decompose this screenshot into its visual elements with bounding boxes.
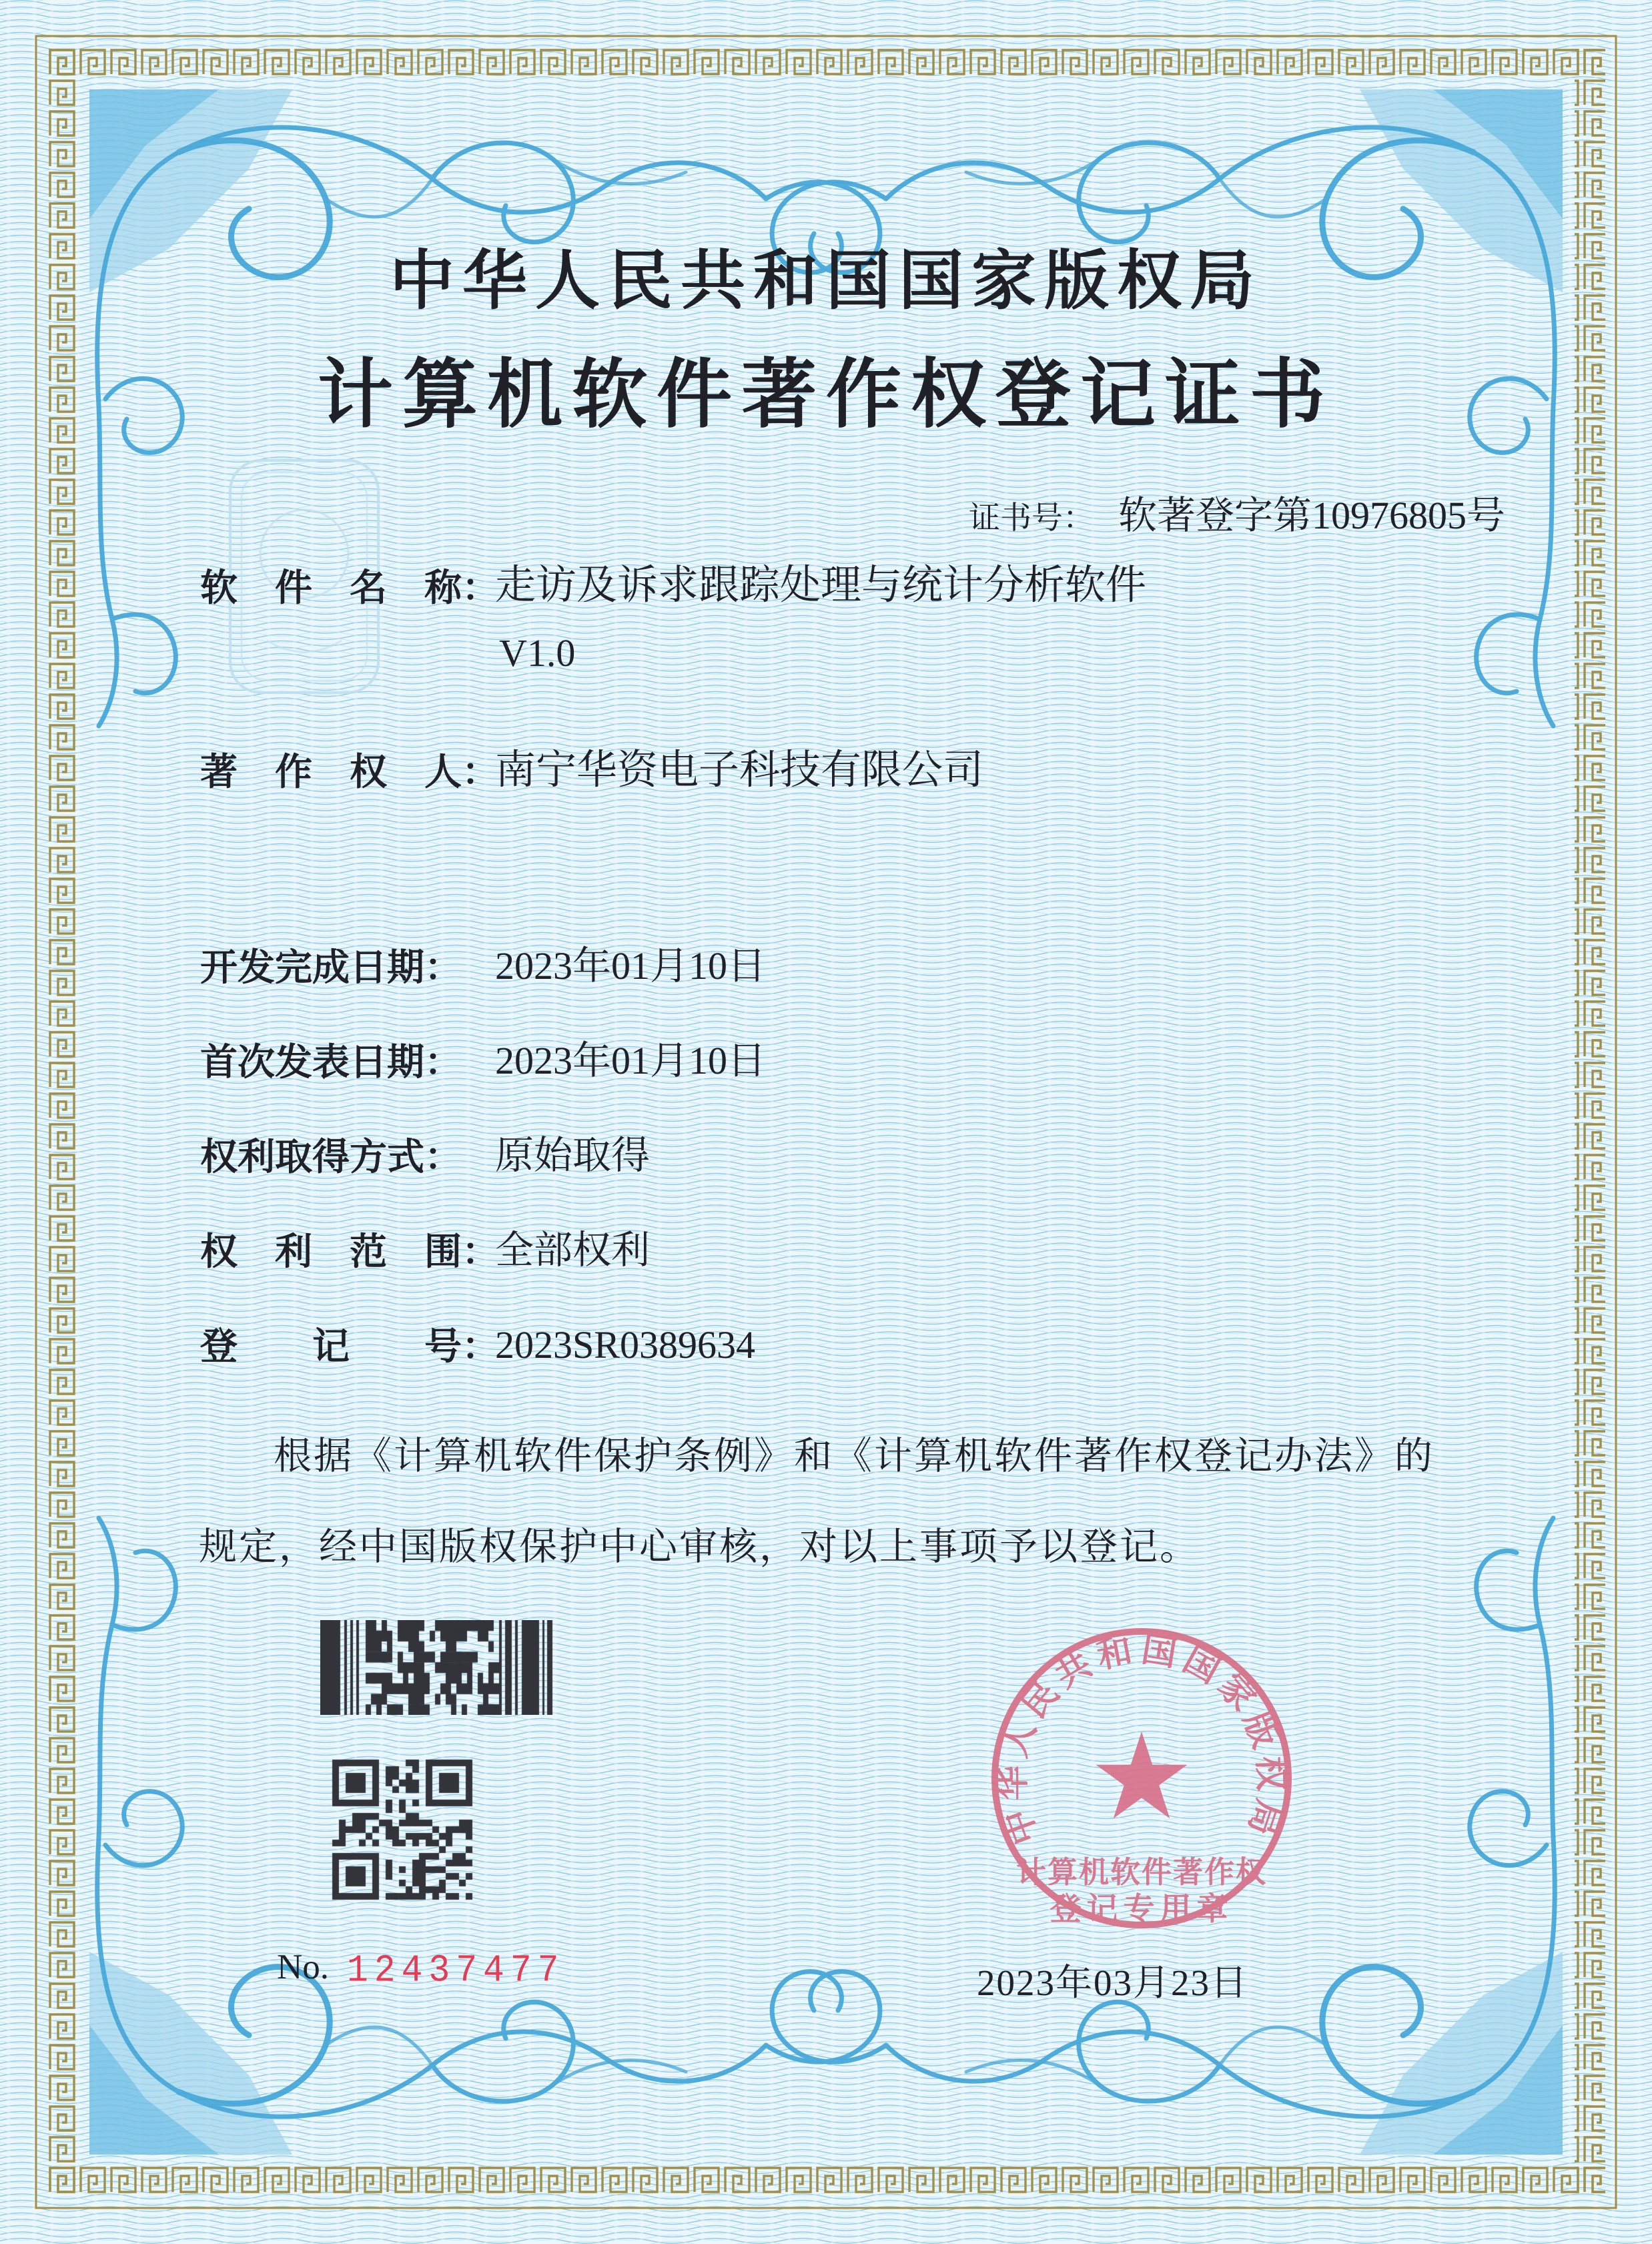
serial-label: No. xyxy=(277,1948,330,1986)
registration-no-label: 登 记 号： xyxy=(200,1327,499,1368)
acquisition-value: 原始取得 xyxy=(495,1134,651,1177)
pdf417-barcode-image xyxy=(320,1620,560,1715)
copyright-holder-value: 南宁华资电子科技有限公司 xyxy=(495,748,984,793)
dev-date-label: 开发完成日期： xyxy=(200,948,462,989)
serial-number: 12437477 xyxy=(347,1949,565,1992)
acquisition-label: 权利取得方式： xyxy=(200,1137,462,1178)
statement-line2: 规定，经中国版权保护中心审核，对以上事项予以登记。 xyxy=(199,1526,1200,1568)
certificate-title: 计算机软件著作权登记证书 xyxy=(318,354,1334,437)
authority-title: 中华人民共和国国家版权局 xyxy=(390,246,1262,317)
official-seal xyxy=(981,1618,1302,1938)
copyright-holder-label: 著 作 权 人： xyxy=(200,752,499,793)
cert-number-value: 软著登字第10976805号 xyxy=(1118,494,1506,537)
registration-no-value: 2023SR0389634 xyxy=(495,1323,755,1367)
dev-date-value: 2023年01月10日 xyxy=(495,944,767,988)
statement-line1: 根据《计算机软件保护条例》和《计算机软件著作权登记办法》的 xyxy=(274,1435,1434,1477)
publish-date-value: 2023年01月10日 xyxy=(495,1039,767,1082)
cert-number-label: 证书号： xyxy=(969,501,1094,536)
qr-code-image xyxy=(332,1759,473,1900)
seal-title-line2: 登记专用章 xyxy=(1050,1892,1234,1927)
publish-date-label: 首次发表日期： xyxy=(200,1042,462,1084)
software-name-label: 软 件 名 称： xyxy=(200,568,499,609)
rights-scope-label: 权 利 范 围： xyxy=(200,1232,499,1273)
seal-arc-text: 中华人民共和国国家版权局 xyxy=(993,1630,1290,1850)
issue-date: 2023年03月23日 xyxy=(977,1962,1249,2003)
seal-title-line1: 计算机软件著作权 xyxy=(1015,1856,1268,1889)
rights-scope-value: 全部权利 xyxy=(495,1228,651,1272)
seal-star-icon xyxy=(1096,1732,1188,1818)
software-version-value: V1.0 xyxy=(499,631,576,675)
cert-number-row xyxy=(969,494,1505,538)
software-name-value: 走访及诉求跟踪处理与统计分析软件 xyxy=(495,563,1147,608)
